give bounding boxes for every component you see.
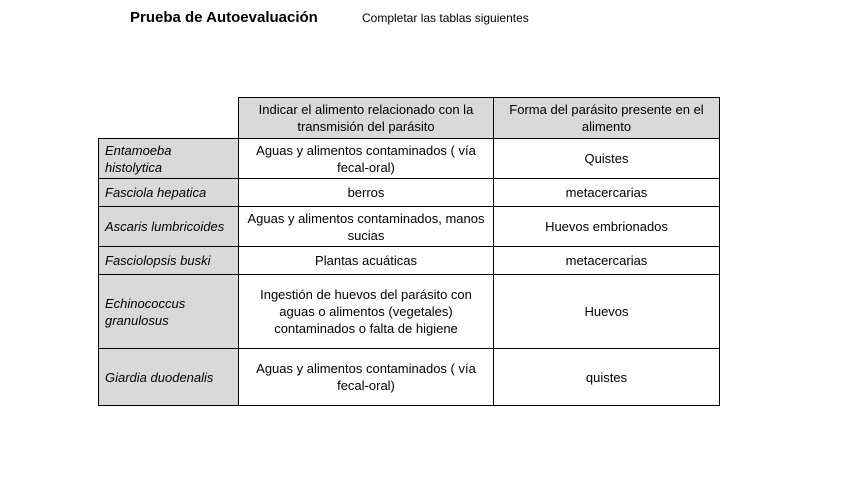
parasite-name: Fasciolopsis buski	[99, 247, 239, 275]
food-cell: Aguas y alimentos contaminados, manos sucias	[239, 207, 494, 247]
instruction-text: Completar las tablas siguientes	[362, 11, 529, 25]
food-cell: berros	[239, 179, 494, 207]
table-row	[99, 179, 720, 207]
column-header-food: Indicar el alimento relacionado con la transmisión del parásito	[239, 98, 494, 139]
parasite-name: Fasciola hepatica	[99, 179, 239, 207]
page-title: Prueba de Autoevaluación	[130, 9, 318, 26]
parasite-table	[98, 97, 720, 406]
parasite-name: Entamoeba histolytica	[99, 139, 239, 179]
parasite-name: Giardia duodenalis	[99, 349, 239, 406]
form-cell: metacercarias	[494, 179, 720, 207]
food-cell: Plantas acuáticas	[239, 247, 494, 275]
table-row	[99, 207, 720, 247]
header-blank-cell	[99, 98, 239, 139]
table-header-row	[99, 98, 720, 139]
table-row	[99, 349, 720, 406]
parasite-name: Echinococcus granulosus	[99, 275, 239, 349]
table-row	[99, 275, 720, 349]
food-cell: Ingestión de huevos del parásito con aguas o alimentos (vegetales) contaminados o falta de higiene	[239, 275, 494, 349]
table-row	[99, 139, 720, 179]
form-cell: metacercarias	[494, 247, 720, 275]
food-cell: Aguas y alimentos contaminados ( vía fecal-oral)	[239, 139, 494, 179]
column-header-form: Forma del parásito presente en el alimento	[494, 98, 720, 139]
form-cell: quistes	[494, 349, 720, 406]
table-row	[99, 247, 720, 275]
parasite-name: Ascaris lumbricoides	[99, 207, 239, 247]
form-cell: Quistes	[494, 139, 720, 179]
form-cell: Huevos embrionados	[494, 207, 720, 247]
form-cell: Huevos	[494, 275, 720, 349]
food-cell: Aguas y alimentos contaminados ( vía fecal-oral)	[239, 349, 494, 406]
